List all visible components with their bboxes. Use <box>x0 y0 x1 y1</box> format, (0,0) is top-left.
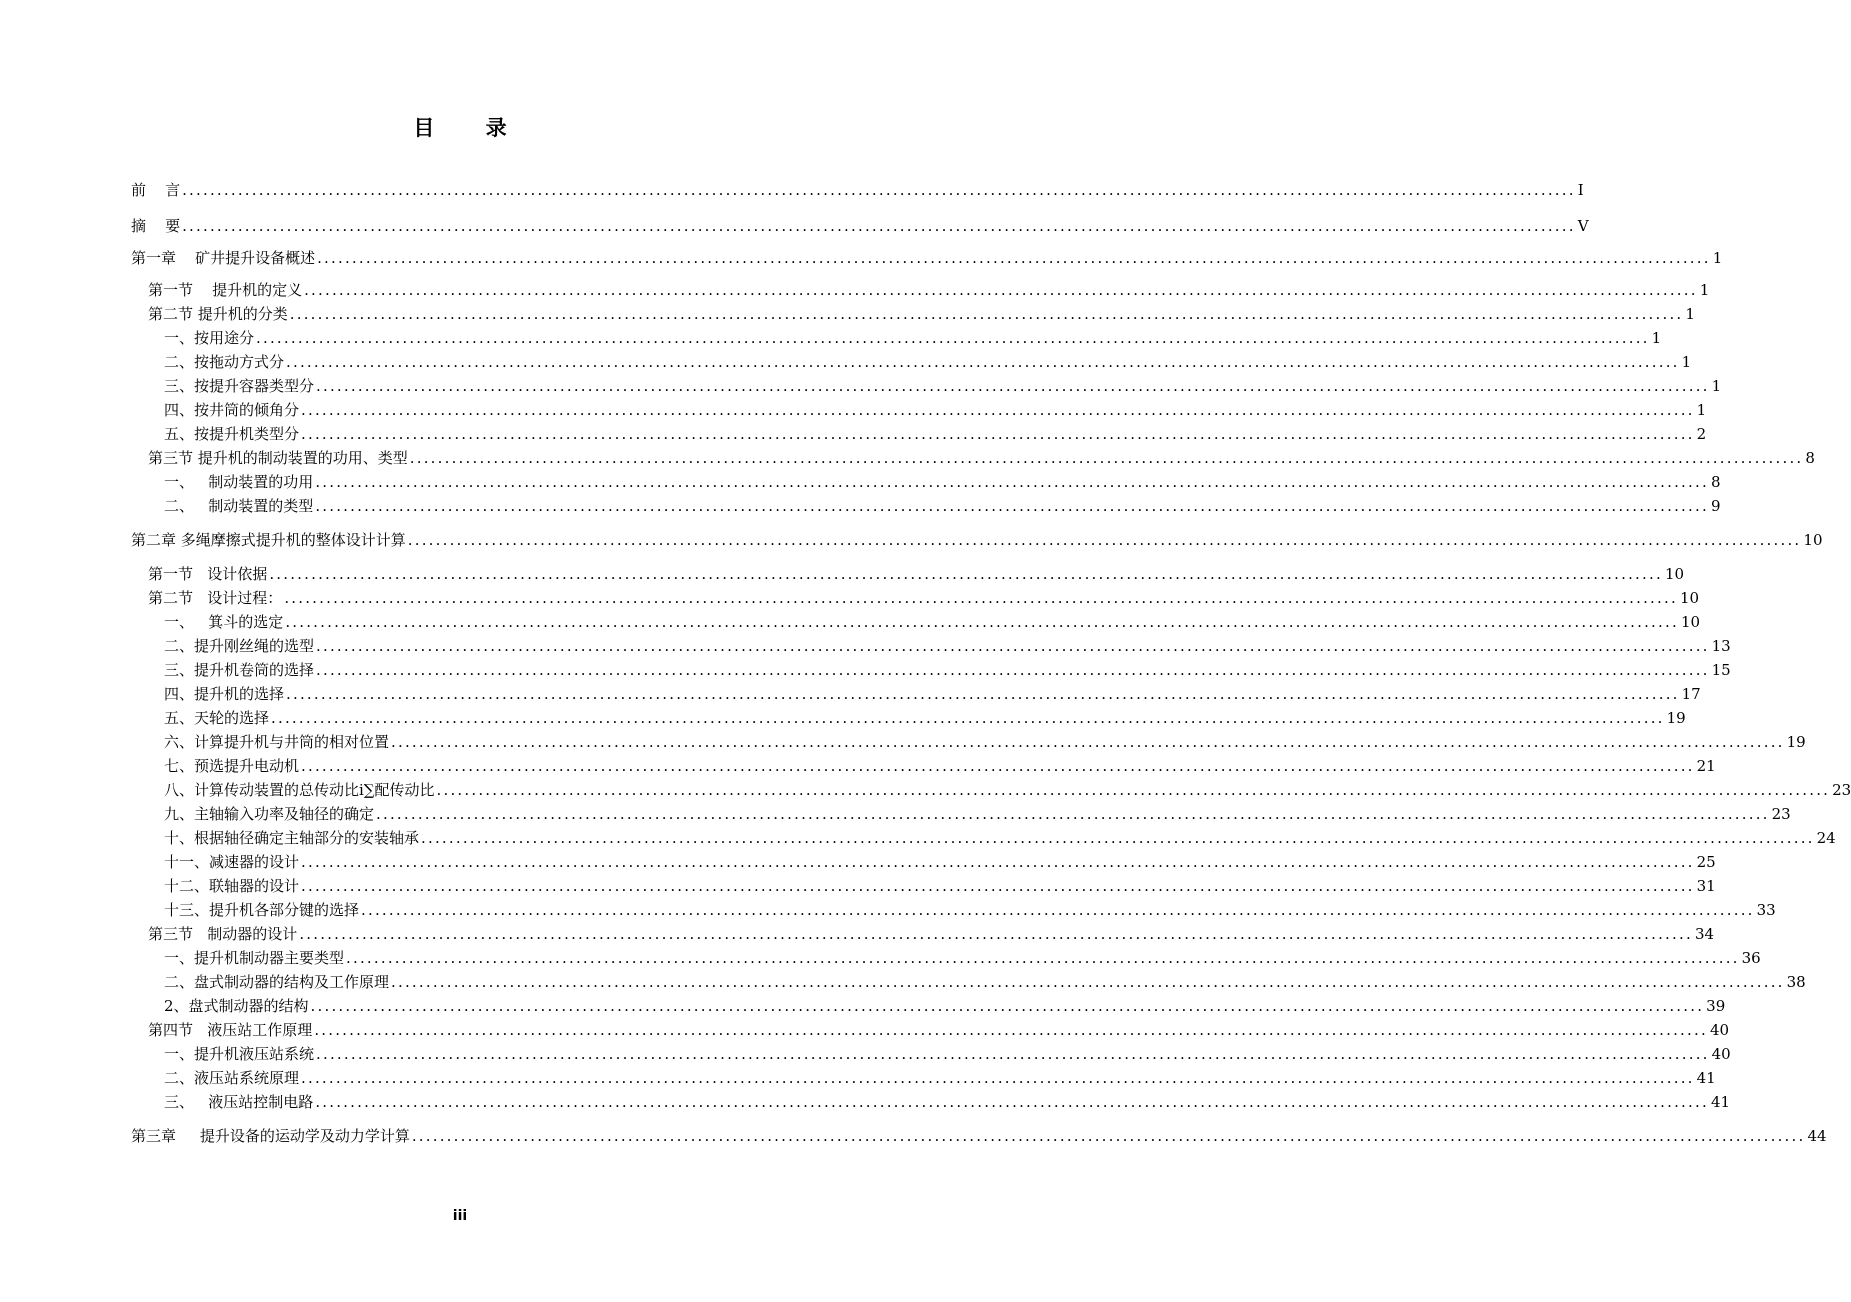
toc-entry[interactable] <box>164 683 1701 705</box>
toc-entry-label: 十二、联轴器的设计 <box>164 877 300 895</box>
toc-entry[interactable] <box>164 851 1716 873</box>
dot-leader: ........................................................................................................................................................................................................ <box>301 425 1695 443</box>
toc-entry-page: 36 <box>1741 949 1761 967</box>
dot-leader: ........................................................................................................................................................................................................ <box>316 661 1710 679</box>
toc-entry-label: 一、提升机制动器主要类型 <box>164 949 345 967</box>
dot-leader: ........................................................................................................................................................................................................ <box>182 217 1576 235</box>
dot-leader: ........................................................................................................................................................................................................ <box>269 565 1663 583</box>
dot-leader: ........................................................................................................................................................................................................ <box>289 305 1684 323</box>
dot-leader: ........................................................................................................................................................................................................ <box>301 1069 1695 1087</box>
toc-entry-label: 十三、提升机各部分键的选择 <box>164 901 360 919</box>
dot-leader: ........................................................................................................................................................................................................ <box>284 589 1678 607</box>
toc-entry-label: 三、按提升容器类型分 <box>164 377 315 395</box>
toc-entry-page: 41 <box>1696 1069 1716 1087</box>
toc-entry[interactable] <box>164 947 1761 969</box>
toc-entry-label: 一、提升机液压站系统 <box>164 1045 315 1063</box>
toc-entry-page: 13 <box>1711 637 1731 655</box>
toc-entry[interactable] <box>148 303 1695 325</box>
dot-leader: ........................................................................................................................................................................................................ <box>315 473 1709 491</box>
dot-leader: ........................................................................................................................................................................................................ <box>421 829 1815 847</box>
toc-entry[interactable] <box>164 635 1731 657</box>
toc-entry[interactable] <box>148 447 1815 469</box>
dot-leader: ........................................................................................................................................................................................................ <box>299 925 1693 943</box>
toc-entry[interactable] <box>164 971 1806 993</box>
dot-leader: ........................................................................................................................................................................................................ <box>285 613 1679 631</box>
toc-entry-label: 五、天轮的选择 <box>164 709 270 727</box>
toc-entry[interactable] <box>164 1067 1716 1089</box>
toc-entry-label: 三、 液压站控制电路 <box>164 1093 314 1111</box>
dot-leader: ........................................................................................................................................................................................................ <box>315 497 1709 515</box>
toc-entry-label: 一、 制动装置的功用 <box>164 473 314 491</box>
toc-entry[interactable] <box>148 923 1715 945</box>
toc-entry-label: 十一、减速器的设计 <box>164 853 300 871</box>
toc-entry-page: 21 <box>1696 757 1716 775</box>
toc-entry-page: 31 <box>1696 877 1716 895</box>
toc-entry-page: 44 <box>1807 1127 1827 1145</box>
toc-entry-page: 1 <box>1711 377 1722 395</box>
dot-leader: ........................................................................................................................................................................................................ <box>346 949 1740 967</box>
dot-leader: ........................................................................................................................................................................................................ <box>391 973 1785 991</box>
toc-entry-label: 五、按提升机类型分 <box>164 425 300 443</box>
toc-entry[interactable] <box>148 279 1710 301</box>
toc-entry[interactable] <box>131 1125 1827 1147</box>
toc-entry-label: 二、液压站系统原理 <box>164 1069 300 1087</box>
toc-entry-page: 10 <box>1664 565 1685 583</box>
toc-entry[interactable] <box>131 215 1589 237</box>
toc-entry[interactable] <box>164 1091 1731 1113</box>
toc-entry[interactable] <box>164 327 1662 349</box>
dot-leader: ........................................................................................................................................................................................................ <box>315 1093 1709 1111</box>
toc-entry-label: 三、提升机卷筒的选择 <box>164 661 315 679</box>
toc-entry-page: 33 <box>1756 901 1776 919</box>
toc-entry-label: 第二章 多绳摩擦式提升机的整体设计计算 <box>131 531 406 549</box>
toc-entry[interactable] <box>148 563 1685 585</box>
toc-entry-label: 二、按拖动方式分 <box>164 353 285 371</box>
toc-entry-label: 前 言 <box>131 181 181 199</box>
toc-entry[interactable] <box>164 611 1701 633</box>
toc-entry[interactable] <box>131 529 1823 551</box>
toc-entry[interactable] <box>164 779 1851 801</box>
toc-entry-label: 四、按井筒的倾角分 <box>164 401 300 419</box>
toc-entry[interactable] <box>148 1019 1730 1041</box>
dot-leader: ........................................................................................................................................................................................................ <box>286 353 1680 371</box>
toc-entry-label: 第二节 提升机的分类 <box>148 305 288 323</box>
toc-entry-page: 24 <box>1816 829 1836 847</box>
toc-entry-page: 40 <box>1711 1045 1731 1063</box>
toc-entry-page: 1 <box>1651 329 1662 347</box>
toc-entry-label: 一、 箕斗的选定 <box>164 613 284 631</box>
dot-leader: ........................................................................................................................................................................................................ <box>301 853 1695 871</box>
page-number-footer: iii <box>452 1208 468 1224</box>
toc-entry-label: 第三章 提升设备的运动学及动力学计算 <box>131 1127 410 1145</box>
toc-entry-page: I <box>1577 181 1584 199</box>
dot-leader: ........................................................................................................................................................................................................ <box>301 401 1695 419</box>
toc-entry-page: 38 <box>1786 973 1806 991</box>
dot-leader: ........................................................................................................................................................................................................ <box>256 329 1650 347</box>
toc-entry-page: 1 <box>1696 401 1707 419</box>
toc-entry[interactable] <box>164 899 1776 921</box>
dot-leader: ........................................................................................................................................................................................................ <box>301 757 1695 775</box>
toc-entry[interactable] <box>164 1043 1731 1065</box>
toc-entry-label: 八、计算传动装置的总传动比i∑配传动比 <box>164 781 435 799</box>
toc-entry-label: 第三节 制动器的设计 <box>148 925 298 943</box>
toc-entry-page: V <box>1577 217 1589 235</box>
dot-leader: ........................................................................................................................................................................................................ <box>314 1021 1708 1039</box>
toc-entry-label: 第一节 设计依据 <box>148 565 268 583</box>
toc-entry[interactable] <box>164 351 1692 373</box>
toc-entry-label: 六、计算提升机与井筒的相对位置 <box>164 733 390 751</box>
toc-entry-page: 8 <box>1805 449 1815 467</box>
toc-entry-page: 10 <box>1679 589 1700 607</box>
dot-leader: ........................................................................................................................................................................................................ <box>271 709 1665 727</box>
toc-entry[interactable] <box>164 731 1806 753</box>
toc-entry-page: 10 <box>1803 531 1823 549</box>
toc-entry[interactable] <box>164 399 1707 421</box>
dot-leader: ........................................................................................................................................................................................................ <box>310 997 1705 1015</box>
toc-entry-page: 19 <box>1666 709 1686 727</box>
toc-entry[interactable] <box>131 179 1584 201</box>
toc-entry-label: 二、提升刚丝绳的选型 <box>164 637 315 655</box>
toc-entry-label: 四、提升机的选择 <box>164 685 285 703</box>
toc-entry-label: 一、按用途分 <box>164 329 255 347</box>
toc-entry[interactable] <box>164 471 1721 493</box>
dot-leader: ........................................................................................................................................................................................................ <box>361 901 1755 919</box>
toc-entry-label: 第三节 提升机的制动装置的功用、类型 <box>148 449 408 467</box>
toc-entry-page: 10 <box>1680 613 1701 631</box>
dot-leader: ........................................................................................................................................................................................................ <box>409 449 1804 467</box>
toc-entry[interactable] <box>164 995 1726 1017</box>
toc-entry-label: 第一节 提升机的定义 <box>148 281 303 299</box>
toc-entry-page: 9 <box>1710 497 1721 515</box>
toc-entry-page: 17 <box>1681 685 1701 703</box>
toc-entry[interactable] <box>164 423 1707 445</box>
dot-leader: ........................................................................................................................................................................................................ <box>301 877 1695 895</box>
toc-entry-page: 40 <box>1709 1021 1730 1039</box>
toc-entry-page: 41 <box>1710 1093 1731 1111</box>
dot-leader: ........................................................................................................................................................................................................ <box>317 249 1711 267</box>
toc-entry-page: 1 <box>1712 249 1723 267</box>
toc-entry-label: 二、盘式制动器的结构及工作原理 <box>164 973 390 991</box>
toc-entry[interactable] <box>131 247 1723 269</box>
dot-leader: ........................................................................................................................................................................................................ <box>182 181 1576 199</box>
dot-leader: ........................................................................................................................................................................................................ <box>316 377 1710 395</box>
dot-leader: ........................................................................................................................................................................................................ <box>376 805 1770 823</box>
toc-entry-label: 九、主轴输入功率及轴径的确定 <box>164 805 375 823</box>
toc-entry-page: 39 <box>1706 997 1726 1015</box>
toc-entry-page: 19 <box>1786 733 1806 751</box>
dot-leader: ........................................................................................................................................................................................................ <box>316 637 1710 655</box>
toc-entry-page: 1 <box>1685 305 1695 323</box>
toc-entry-label: 第二节 设计过程： <box>148 589 283 607</box>
toc-entry-page: 23 <box>1771 805 1791 823</box>
toc-entry[interactable] <box>164 755 1716 777</box>
toc-entry-page: 1 <box>1681 353 1692 371</box>
toc-entry-page: 2 <box>1696 425 1707 443</box>
toc-entry-label: 第四节 液压站工作原理 <box>148 1021 313 1039</box>
toc-entry[interactable] <box>164 495 1721 517</box>
toc-entry-page: 15 <box>1711 661 1731 679</box>
toc-entry-page: 1 <box>1699 281 1710 299</box>
toc-entry-page: 25 <box>1696 853 1716 871</box>
toc-entry-page: 23 <box>1832 781 1851 799</box>
toc-entry-page: 34 <box>1694 925 1715 943</box>
dot-leader: ........................................................................................................................................................................................................ <box>407 531 1802 549</box>
toc-entry[interactable] <box>164 375 1722 397</box>
toc-entry-label: 摘 要 <box>131 217 181 235</box>
toc-entry-page: 8 <box>1710 473 1721 491</box>
dot-leader: ........................................................................................................................................................................................................ <box>304 281 1698 299</box>
dot-leader: ........................................................................................................................................................................................................ <box>316 1045 1710 1063</box>
toc-entry-label: 十、根据轴径确定主轴部分的安装轴承 <box>164 829 420 847</box>
toc-entry[interactable] <box>164 803 1791 825</box>
toc-entry-label: 2、盘式制动器的结构 <box>164 997 309 1015</box>
toc-entry[interactable] <box>164 875 1716 897</box>
toc-entry[interactable] <box>164 827 1836 849</box>
toc-entry[interactable] <box>148 587 1700 609</box>
toc-entry-label: 二、 制动装置的类型 <box>164 497 314 515</box>
dot-leader: ........................................................................................................................................................................................................ <box>286 685 1680 703</box>
toc-entry-label: 七、预选提升电动机 <box>164 757 300 775</box>
toc-title: 目 录 <box>413 116 529 140</box>
dot-leader: ........................................................................................................................................................................................................ <box>411 1127 1806 1145</box>
dot-leader: ........................................................................................................................................................................................................ <box>391 733 1785 751</box>
dot-leader: ........................................................................................................................................................................................................ <box>436 781 1831 799</box>
toc-entry-label: 第一章 矿井提升设备概述 <box>131 249 316 267</box>
toc-entry[interactable] <box>164 707 1686 729</box>
toc-entry[interactable] <box>164 659 1731 681</box>
